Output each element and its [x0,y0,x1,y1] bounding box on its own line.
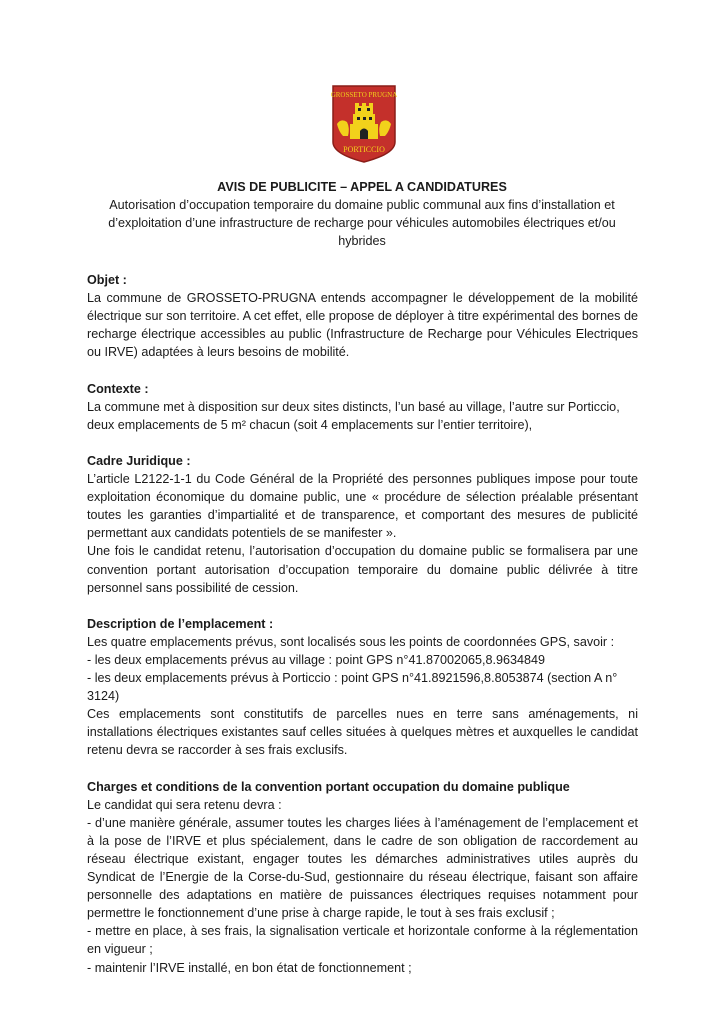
section-paragraph: La commune de GROSSETO-PRUGNA entends accompagner le développement de la mobilité électrique sur son territoire. A cet effet, elle propose de déployer à titre expérimental des bornes de recharge électrique accessibles au public (Infrastructure de Recharge pour Véhicules Electriques ou IRVE) adaptées à leurs besoins de mobilité. [87,291,638,360]
notice-body [87,271,638,995]
obligation-list-item: - maintenir l’IRVE installé, en bon état de fonctionnement ; [87,960,412,975]
section-cadre-juridique [87,452,638,597]
section-paragraph: Une fois le candidat retenu, l’autorisation d’occupation du domaine public se formalisera par une convention portant autorisation d’occupation temporaire du domaine public délivrée à titre personnel sans possibilité de cession. [87,544,638,595]
section-heading: Description de l’emplacement : [87,616,274,631]
grosseto-prugna-coat-of-arms-logo [331,84,397,164]
section-contexte [87,380,638,434]
notice-header [86,178,638,250]
svg-text:PORTICCIO: PORTICCIO [343,145,385,154]
coat-of-arms-icon [331,84,397,164]
section-heading: Cadre Juridique : [87,453,191,468]
section-description-emplacement [87,615,638,760]
gps-list-item: - les deux emplacements prévus à Porticcio : point GPS n°41.8921596,8.8053874 (section A n° 3124) [87,671,618,704]
notice-subtitle: Autorisation d’occupation temporaire du domaine public communal aux fins d’installation et d’exploitation d’une infrastructure de recharge pour véhicules automobiles électriques et/ou hybrides [108,198,616,248]
obligation-list-item: - mettre en place, à ses frais, la signalisation verticale et horizontale conforme à la réglementation en vigueur ; [87,924,638,957]
section-objet [87,271,638,361]
svg-text:GROSSETO PRUGNA: GROSSETO PRUGNA [331,91,397,99]
section-paragraph: La commune met à disposition sur deux sites distincts, l’un basé au village, l’autre sur Porticcio, deux emplacements de 5 m² chacun (soit 4 emplacements sur l’entier territoire), [87,399,620,432]
section-paragraph: Ces emplacements sont constitutifs de parcelles nues en terre sans aménagements, ni installations électriques existantes sauf celles situées à quelques mètres et auxquelles le candidat retenu devra se raccorder à ses frais exclusifs. [87,707,638,758]
section-paragraph: L’article L2122-1-1 du Code Général de la Propriété des personnes publiques impose pour toute exploitation économique du domaine public, une « procédure de sélection préalable présentant toutes les garanties d’impartialité et de transparence, et comportant des mesures de publicité permettant aux candidats potentiels de se manifester ». [87,472,638,541]
section-intro: Le candidat qui sera retenu devra : [87,797,282,812]
obligation-list-item: - d’une manière générale, assumer toutes les charges liées à l’aménagement de l’emplacement et à la pose de l’IRVE et plus spécialement, dans le cadre de son obligation de raccordement au réseau électrique existant, engager toutes les démarches administratives utiles auprès du Syndicat de l’Energie de la Corse-du-Sud, gestionnaire du réseau électrique, faisant son affaire personnelle des adaptations en matière de puissances électriques requises notamment pour permettre le fonctionnement d’une prise à charge rapide, le tout à ses frais exclusif ; [87,815,638,921]
section-charges-conditions [87,778,638,977]
notice-title: AVIS DE PUBLICITE – APPEL A CANDIDATURES [217,180,507,194]
gps-list-item: - les deux emplacements prévus au village : point GPS n°41.87002065,8.9634849 [87,652,546,667]
section-heading: Contexte : [87,381,149,396]
section-heading: Charges et conditions de la convention portant occupation du domaine publique [87,779,570,794]
section-intro: Les quatre emplacements prévus, sont localisés sous les points de coordonnées GPS, savoir : [87,634,615,649]
section-heading: Objet : [87,273,127,287]
